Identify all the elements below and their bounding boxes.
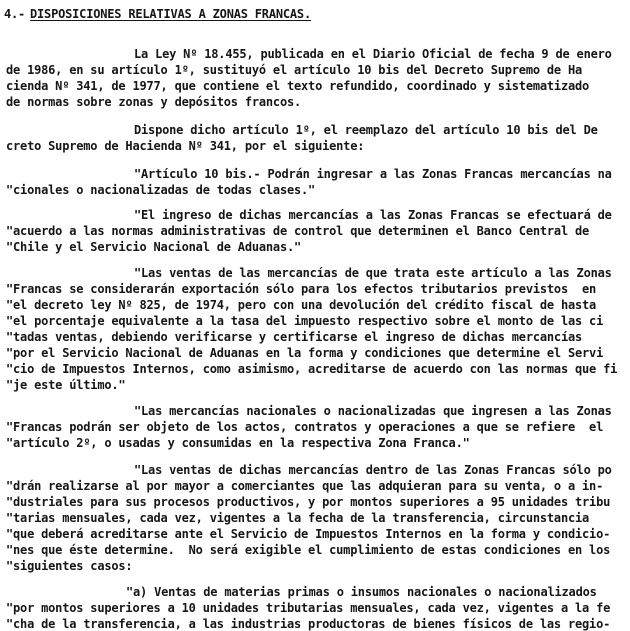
text-line: Dispone dicho artículo 1º, el reemplazo del artículo 10 bis del De — [134, 123, 598, 137]
text-line: "Las ventas de las mercancías de que trata este artículo a las Zonas — [134, 266, 612, 280]
text-line: "artículo 2º, o usadas y consumidas en la respectiva Zona Franca." — [6, 436, 470, 450]
text-line: "por el Servicio Nacional de Aduanas en la forma y condiciones que determine el Servi — [6, 346, 604, 360]
text-line: "acuerdo a las normas administrativas de control que determinen el Banco Central de — [6, 224, 590, 238]
text-line: creto Supremo de Hacienda Nº 341, por el siguiente: — [6, 139, 365, 153]
text-line: "siguientes casos: — [6, 559, 133, 573]
text-line: "por montos superiores a 10 unidades tributarias mensuales, cada vez, vigentes a la fe — [6, 601, 611, 615]
text-line: "Francas podrán ser objeto de los actos, contratos y operaciones a que se refiere el — [6, 420, 604, 434]
text-line: "El ingreso de dichas mercancías a las Zonas Francas se efectuará de — [134, 208, 612, 222]
text-line: "drán realizarse al por mayor a comerciantes que las adquieran para su venta, o a in- — [6, 479, 604, 493]
text-line: "Francas se considerarán exportación sólo para los efectos tributarios previstos en — [6, 282, 597, 296]
text-line: "que deberá acreditarse ante el Servicio de Impuestos Internos en la forma y condicio- — [6, 527, 611, 541]
text-line: "el decreto ley Nº 825, de 1974, pero con una devolución del crédito fiscal de hasta — [6, 298, 597, 312]
text-line: "tarias mensuales, cada vez, vigentes a la fecha de la transferencia, circunstancia — [6, 511, 590, 525]
text-line: "Las ventas de dichas mercancías dentro de las Zonas Francas sólo po — [134, 463, 612, 477]
text-line: "nes que éste determine. No será exigible el cumplimiento de estas condiciones en los — [6, 543, 611, 557]
text-line: cienda Nº 341, de 1977, que contiene el texto refundido, coordinado y sistematizado — [6, 79, 590, 93]
text-line: de normas sobre zonas y depósitos francos. — [6, 95, 302, 109]
text-line: La Ley Nº 18.455, publicada en el Diario Oficial de fecha 9 de enero — [134, 47, 612, 61]
text-line: "Chile y el Servicio Nacional de Aduanas." — [6, 240, 302, 254]
text-line: "dustriales para sus procesos productivos, y por montos superiores a 95 unidades tribu — [6, 495, 611, 509]
text-line: "cio de Impuestos Internos, como asimismo, acreditarse de acuerdo con las normas que fi — [6, 362, 618, 376]
text-line: "tadas ventas, debiendo verificarse y certificarse el ingreso de dichas mercancías — [6, 330, 583, 344]
text-line: de 1986, en su artículo 1º, sustituyó el artículo 10 bis del Decreto Supremo de Ha — [6, 63, 583, 77]
text-line: "el porcentaje equivalente a la tasa del impuesto respectivo sobre el monto de las ci — [6, 314, 604, 328]
text-line: "cionales o nacionalizadas de todas clases." — [6, 183, 316, 197]
text-line: "Las mercancías nacionales o nacionalizadas que ingresen a las Zonas — [134, 404, 612, 418]
text-line: "je este último." — [6, 378, 126, 392]
section-number: 4.- — [4, 7, 26, 21]
text-line: "a) Ventas de materias primas o insumos nacionales o nacionalizados — [126, 585, 597, 599]
text-line: "cha de la transferencia, a las industrias productoras de bienes físicos de las regio- — [6, 617, 611, 631]
section-title: DISPOSICIONES RELATIVAS A ZONAS FRANCAS. — [30, 7, 311, 21]
text-line: "Artículo 10 bis.- Podrán ingresar a las Zonas Francas mercancías na — [134, 167, 612, 181]
